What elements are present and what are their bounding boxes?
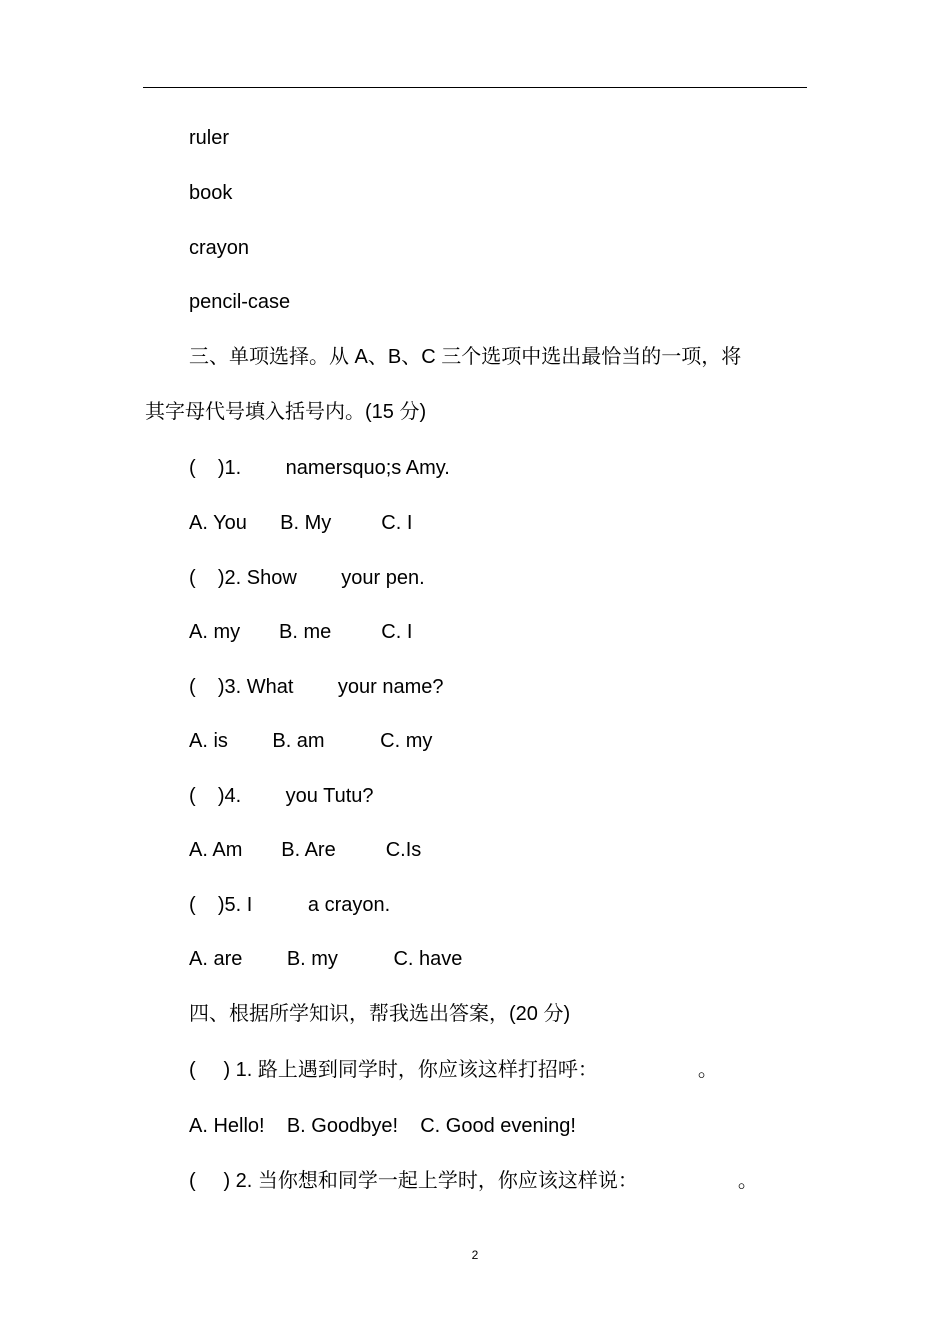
section3-heading-line2: 其字母代号填入括号内。(15 分): [145, 401, 427, 423]
page-number: 2: [471, 1248, 479, 1262]
section4-question-1-options: A. Hello! B. Goodbye! C. Good evening!: [189, 1115, 576, 1137]
section4-heading: 四、根据所学知识，帮我选出答案，(20 分): [189, 1003, 571, 1025]
header-rule: [143, 87, 807, 88]
section3-heading-line1: 三、单项选择。从 A、B、C 三个选项中选出最恰当的一项，将: [189, 346, 742, 368]
section4-question-1: ( ) 1. 路上遇到同学时，你应该这样打招呼： 。: [189, 1059, 718, 1081]
section4-question-2: ( ) 2. 当你想和同学一起上学时，你应该这样说： 。: [189, 1170, 758, 1192]
question-4: ( )4. you Tutu?: [189, 785, 374, 807]
question-1-options: A. You B. My C. I: [189, 512, 413, 534]
question-5: ( )5. I a crayon.: [189, 894, 391, 916]
word-book: book: [189, 182, 233, 204]
word-ruler: ruler: [189, 127, 230, 149]
word-pencil-case: pencil-case: [189, 291, 291, 313]
question-1: ( )1. namersquo;s Amy.: [189, 457, 450, 479]
question-3: ( )3. What your name?: [189, 676, 444, 698]
question-5-options: A. are B. my C. have: [189, 948, 463, 970]
question-3-options: A. is B. am C. my: [189, 730, 433, 752]
word-crayon: crayon: [189, 237, 250, 259]
question-2-options: A. my B. me C. I: [189, 621, 413, 643]
question-2: ( )2. Show your pen.: [189, 567, 425, 589]
question-4-options: A. Am B. Are C.Is: [189, 839, 422, 861]
